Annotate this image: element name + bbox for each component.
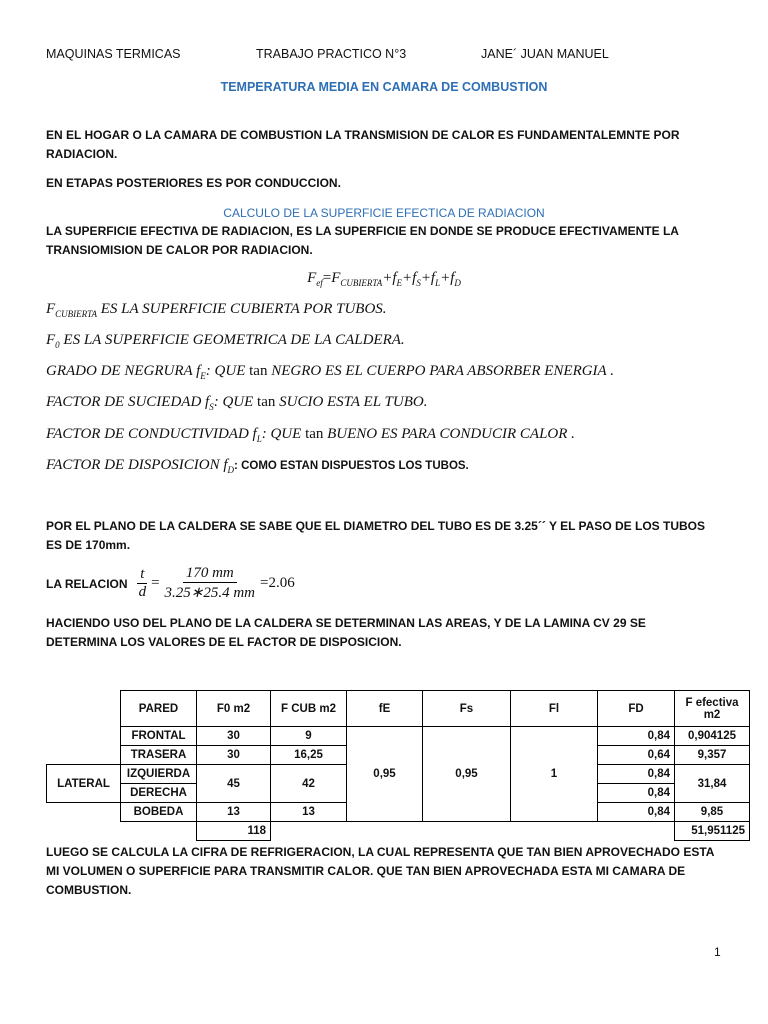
shared-fs: 0,95 [423,727,511,822]
row-fd: 0,84 [598,765,675,784]
header-fs: Fs [423,691,511,727]
table-row [47,727,750,746]
definition-fe [46,363,614,381]
header-fl: Fl [511,691,598,727]
row-fd: 0,84 [598,727,675,746]
def-pre: FACTOR DE SUCIEDAD [46,394,202,410]
definition-fs [46,394,427,412]
ratio-den: 3.25∗25.4 mm [164,585,256,601]
def-var: f [252,426,257,442]
paragraph-effective-surface: LA SUPERFICIE EFECTIVA DE RADIACION, ES LA SUPERFICIE EN DONDE SE PRODUCE EFECTIVAMENTE LA TRANSIOMISION DE CALOR POR RADIACION. [46,224,679,257]
table-header-row [47,691,750,727]
def-sub: E [200,371,206,381]
def-var: f [223,457,228,473]
document-title: TEMPERATURA MEDIA EN CAMARA DE COMBUSTION [220,80,548,94]
header-fef: F efectiva m2 [675,691,750,727]
ratio-eq: = [151,575,160,591]
row-name: IZQUIERDA [121,765,197,784]
formula-lhs-sub: ef [316,278,323,288]
def-tan: tan [249,363,268,379]
row-fef: 9,357 [675,746,750,765]
ratio-eq2: = [260,575,269,591]
definition-f0 [46,332,405,350]
def-sub: 0 [55,340,60,350]
lateral-f0: 45 [197,765,271,803]
def-pre: GRADO DE NEGRURA [46,363,193,379]
formula-term: +f [440,270,455,286]
section-subtitle: CALCULO DE LA SUPERFICIE EFECTICA DE RADIACION [223,206,545,220]
ratio-d: d [138,584,147,600]
header-course: MAQUINAS TERMICAS [46,47,181,61]
shared-fe: 0,95 [347,727,423,822]
formula-eq: = [322,270,332,286]
lateral-label: LATERAL [47,765,121,803]
header-pared: PARED [121,691,197,727]
lateral-fef: 31,84 [675,765,750,803]
formula-term-sub: E [396,278,403,288]
def-pre: FACTOR DE DISPOSICION [46,457,220,473]
ratio-num: 170 mm [183,565,237,583]
header-fcub: F CUB m2 [271,691,347,727]
formula-term-sub: L [435,278,441,288]
header-f0: F0 m2 [197,691,271,727]
definition-fcubierta [46,301,387,319]
row-fcub: 16,25 [271,746,347,765]
row-fd: 0,84 [598,784,675,803]
ratio-t: t [137,566,147,584]
page-number: 1 [714,945,721,959]
row-f0: 13 [197,803,271,822]
def-sub: CUBIERTA [55,309,97,319]
shared-fl: 1 [511,727,598,822]
row-fcub: 13 [271,803,347,822]
header-fd: FD [598,691,675,727]
def-mid: : QUE [261,426,306,442]
header-author: JANE´ JUAN MANUEL [481,47,609,61]
def-tan: tan [305,426,324,442]
def-text: ES LA SUPERFICIE CUBIERTA POR TUBOS. [100,301,387,317]
row-name: TRASERA [121,746,197,765]
paragraph-conduction: EN ETAPAS POSTERIORES ES POR CONDUCCION. [46,176,341,190]
def-var: F [46,332,56,348]
surface-table [46,690,750,841]
definition-fd [46,457,469,475]
def-pre: FACTOR DE CONDUCTIVIDAD [46,426,249,442]
row-name: BOBEDA [121,803,197,822]
def-var: F [46,301,56,317]
def-var: f [205,394,210,410]
paragraph-boiler-plan: HACIENDO USO DEL PLANO DE LA CALDERA SE DETERMINAN LAS AREAS, Y DE LA LAMINA CV 29 SE DETERMINA LOS VALORES DE EL FACTOR DE DISPOSICION. [46,616,646,649]
row-fd: 0,64 [598,746,675,765]
formula-term: +f [382,270,397,286]
ratio-label: LA RELACION [46,576,128,591]
header-assignment: TRABAJO PRACTICO N°3 [256,47,407,61]
lateral-fcub: 42 [271,765,347,803]
def-text: SUCIO ESTA EL TUBO. [275,394,428,410]
formula-fcub: F [331,270,341,286]
formula-lhs: F [307,270,317,286]
ratio-result: 2.06 [268,575,295,591]
paragraph-tube-diameter: POR EL PLANO DE LA CALDERA SE SABE QUE EL DIAMETRO DEL TUBO ES DE 3.25´´ Y EL PASO DE LOS TUBOS ES DE 170mm. [46,519,705,552]
formula-term-sub: S [416,278,421,288]
def-text: NEGRO ES EL CUERPO PARA ABSORBER ENERGIA . [267,363,614,379]
definition-fl [46,426,575,444]
row-f0: 30 [197,727,271,746]
def-text: : COMO ESTAN DISPUESTOS LOS TUBOS. [234,460,469,472]
def-text: BUENO ES PARA CONDUCIR CALOR . [323,426,575,442]
row-name: FRONTAL [121,727,197,746]
total-fef: 51,951125 [675,822,750,841]
paragraph-refrigeration: LUEGO SE CALCULA LA CIFRA DE REFRIGERACION, LA CUAL REPRESENTA QUE TAN BIEN APROVECHADO ESTA MI VOLUMEN O SUPERFICIE PARA TRANSMITIR CALOR. QUE TAN BIEN APROVECHADA ESTA MI CAMARA DE COMBUSTION. [46,845,715,897]
def-sub: L [256,434,262,444]
row-fcub: 9 [271,727,347,746]
formula-term-sub: D [454,278,461,288]
row-fd: 0,84 [598,803,675,822]
row-f0: 30 [197,746,271,765]
ratio-expression [46,565,295,602]
header-fe: fE [347,691,423,727]
def-sub: D [227,465,235,475]
formula-term: +f [420,270,436,286]
effective-surface-formula [0,270,768,288]
table-total-row [47,822,750,841]
formula-fcub-sub: CUBIERTA [340,278,383,288]
row-fef: 0,904125 [675,727,750,746]
def-mid: : QUE [213,394,258,410]
formula-term: +f [402,270,417,286]
paragraph-radiation: EN EL HOGAR O LA CAMARA DE COMBUSTION LA TRANSMISION DE CALOR ES FUNDAMENTALEMNTE POR RADIACION. [46,128,680,161]
def-sub: S [209,402,214,412]
def-var: f [196,363,201,379]
row-name: DERECHA [121,784,197,803]
def-tan: tan [257,394,276,410]
total-f0: 118 [197,822,271,841]
def-text: ES LA SUPERFICIE GEOMETRICA DE LA CALDERA. [63,332,405,348]
row-fef: 9,85 [675,803,750,822]
def-mid: : QUE [205,363,250,379]
